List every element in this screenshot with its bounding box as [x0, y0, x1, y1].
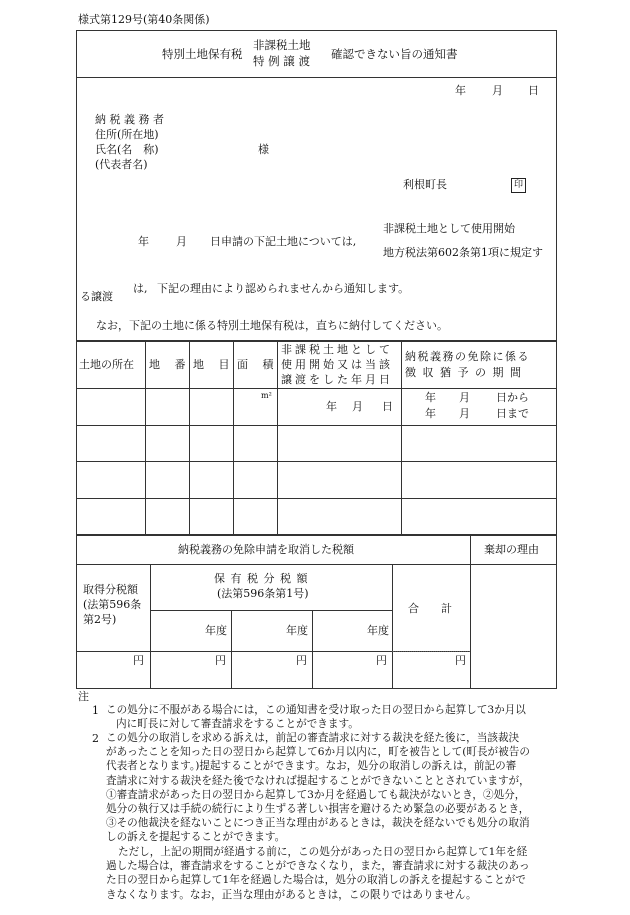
col-date-line1: 非課税土地として: [281, 343, 393, 356]
body-reason: 下記の理由により認められませんから通知します。: [157, 282, 410, 295]
title-prefix: 特別土地保有税: [162, 47, 243, 61]
date-day: 日: [528, 84, 539, 97]
date-cell-year: 年: [326, 400, 337, 413]
body-year: 年: [138, 235, 149, 248]
taxpayer-honorific: 様: [258, 143, 269, 156]
area-unit: m²: [261, 391, 272, 400]
title-option-nontaxable: 非課税土地: [253, 38, 311, 52]
title-divider: [76, 77, 557, 78]
date-cell-day: 日: [382, 400, 393, 413]
col-area: 面 積: [237, 358, 274, 371]
period-from-day: 日から: [496, 391, 529, 404]
col-lot-number: 地 番: [149, 358, 186, 371]
fiscal-year-2: 年度: [286, 624, 308, 637]
tax-table-header: 納税義務の免除申請を取消した税額: [178, 543, 354, 556]
date-month: 月: [492, 84, 503, 97]
acq-label-line1: 取得分税額: [83, 583, 138, 596]
title-suffix: 確認できない旨の通知書: [331, 47, 458, 61]
tax-table: [76, 535, 557, 689]
body-payment-note: なお，下記の土地に係る特別土地保有税は，直ちに納付してください。: [96, 319, 448, 332]
note1: この処分に不服がある場合には，この通知書を受け取った日の翌日から起算して3か月以 内に町長に対して審査請求をすることができます。: [106, 704, 526, 731]
body-month: 月: [176, 235, 187, 248]
note3: ただし，上記の期間が経過する前に，この処分があった日の翌日から起算して1年を経 過した場合は，審査請求をすることができなくなり，また，審査請求に対する裁決のあっ た日の翌日から起算して1年を経過した場合は，処分の取消しの訴えを提起することがで きなくなります。なお，正当な理由があるときは，この限りではありません。: [106, 846, 530, 901]
period-to-year: 年: [425, 407, 436, 420]
yen-year1: 円: [215, 654, 226, 667]
col-period-line1: 納税義務の免除に係る: [405, 350, 530, 363]
col-land-category: 地 目: [193, 358, 230, 371]
col-period-line2: 徴 収 猶 予 の 期 間: [405, 366, 523, 379]
form-id: 様式第129号(第40条関係): [78, 13, 210, 26]
body-option-transfer: 地方税法第602条第1項に規定す: [383, 246, 543, 259]
date-cell-month: 月: [352, 400, 363, 413]
hold-tax-label: 保 有 税 分 税 額: [214, 572, 309, 585]
fiscal-year-3: 年度: [367, 624, 389, 637]
reject-reason-header: 棄却の理由: [484, 543, 539, 556]
hold-tax-sublabel: (法第596条第1号): [217, 587, 309, 600]
seal-mark: 印: [511, 178, 526, 193]
period-to-day: 日まで: [496, 407, 529, 420]
total-label: 合 計: [408, 602, 452, 615]
acq-label-line2: (法第596条: [83, 598, 142, 611]
date-year: 年: [455, 84, 466, 97]
period-from-month: 月: [459, 391, 470, 404]
col-land-location: 土地の所在: [79, 358, 134, 371]
body-day-text: 日申請の下記土地については,: [210, 235, 357, 248]
acq-label-line3: 第2号): [83, 613, 117, 626]
body-option-transfer-cont: る譲渡: [80, 290, 113, 303]
note1-number: 1: [92, 704, 99, 717]
note2-number: 2: [92, 732, 99, 745]
body-option-nontaxable: 非課税土地として使用開始: [383, 222, 515, 235]
col-date-line2: 使用開始又は当該: [281, 358, 393, 371]
fiscal-year-1: 年度: [205, 624, 227, 637]
yen-acq: 円: [133, 654, 144, 667]
note2: この処分の取消しを求める訴えは，前記の審査請求に対する裁決を経た後に，当該裁決 があったことを知った日の翌日から起算して6か月以内に，町を被告として(町長が被告の 代表者となります。)提起することができます。なお，処分の取消しの訴えは，前記の審 査請求に対する裁決を経た後でなければ提起することができないこととされていますが， ①審査請求があった日の翌日から起算して3か月を経過しても裁決がないとき，②処分， 処分の執行又は手続の続行により生ずる著しい損害を避けるため緊急の必要があるとき， ③その他裁決を経ないことにつき正当な理由があるときは，裁決を経ないでも処分の取消 しの訴えを提起することができます。: [106, 732, 530, 844]
title-option-special-transfer: 特 例 譲 渡: [253, 54, 310, 68]
taxpayer-representative-label: (代表者名): [95, 158, 148, 171]
yen-year2: 円: [296, 654, 307, 667]
taxpayer-address-label: 住所(所在地): [95, 128, 159, 141]
taxpayer-label: 納 税 義 務 者: [95, 113, 164, 126]
taxpayer-name-label: 氏名(名 称): [95, 143, 159, 156]
issuer-name: 利根町長: [403, 178, 447, 191]
yen-total: 円: [455, 654, 466, 667]
period-from-year: 年: [425, 391, 436, 404]
period-to-month: 月: [459, 407, 470, 420]
col-date-line3: 譲渡をした年月日: [281, 373, 393, 386]
notes-heading: 注: [78, 690, 89, 703]
body-ha: は,: [133, 282, 148, 295]
yen-year3: 円: [376, 654, 387, 667]
